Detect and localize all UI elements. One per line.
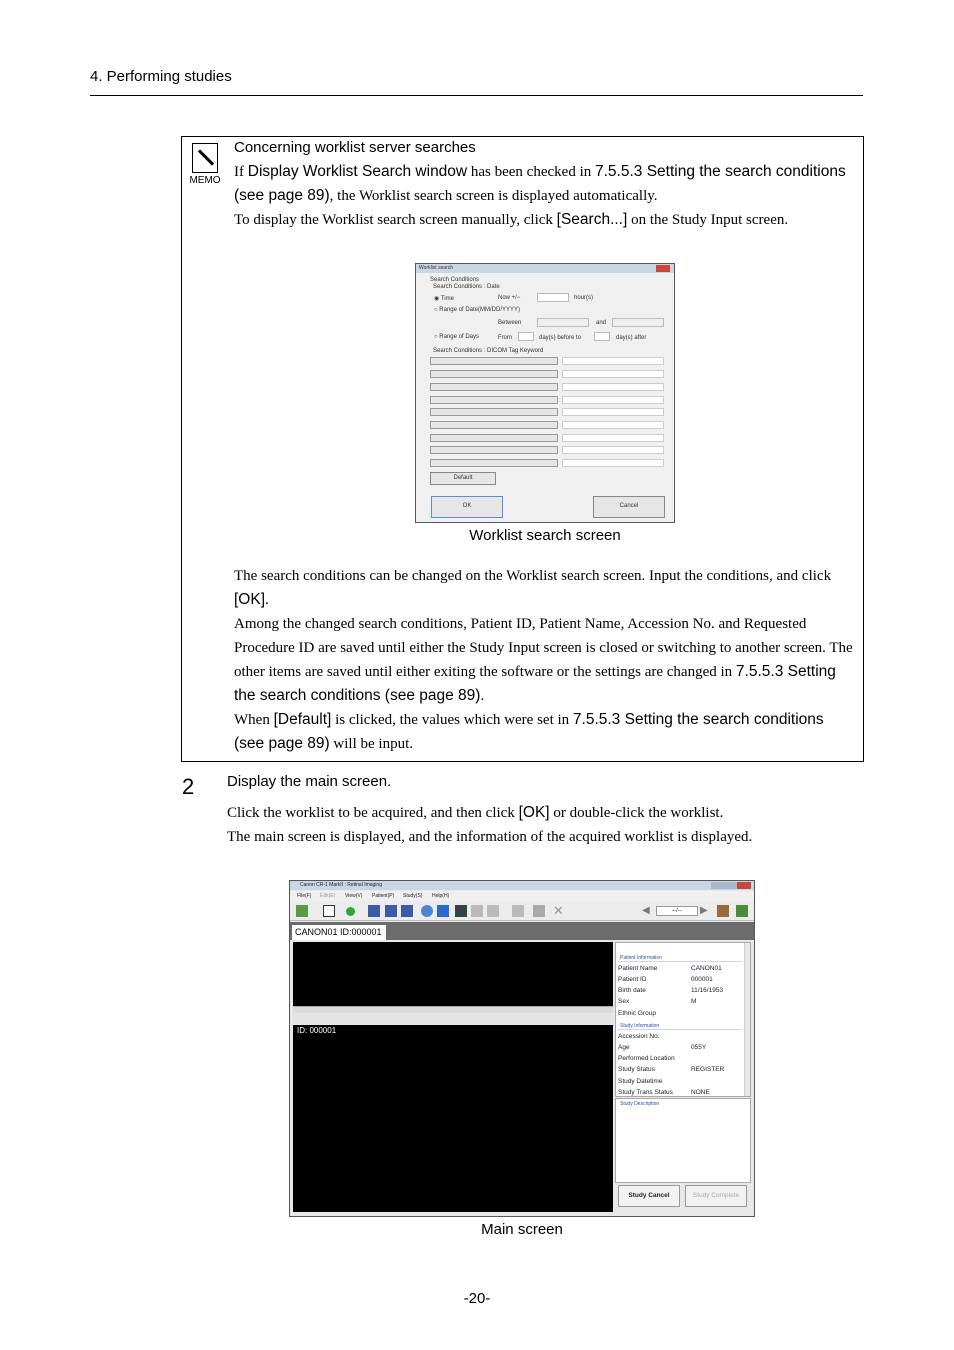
ok-button[interactable]: OK bbox=[431, 496, 503, 518]
search-icon[interactable] bbox=[421, 905, 433, 917]
worklist-icon[interactable] bbox=[437, 905, 449, 917]
horizontal-scrollbar[interactable] bbox=[293, 1006, 613, 1013]
print-icon[interactable] bbox=[512, 905, 524, 917]
export-icon[interactable] bbox=[533, 905, 545, 917]
menu-bar bbox=[290, 891, 754, 901]
study-description-heading: Study Description bbox=[620, 1101, 660, 1107]
tag-keyword-select[interactable] bbox=[430, 357, 558, 365]
menu-patient[interactable]: Patient(P) bbox=[372, 893, 395, 899]
tag-value-input[interactable] bbox=[562, 383, 664, 391]
memo-icon-label: MEMO bbox=[189, 175, 221, 186]
step-number: 2 bbox=[182, 774, 195, 799]
tag-keyword-select[interactable] bbox=[430, 459, 558, 467]
menu-edit[interactable]: Edit(E) bbox=[320, 893, 336, 899]
memo-icon bbox=[188, 143, 220, 187]
date-display: --/-- bbox=[656, 906, 698, 916]
tag-keyword-select[interactable] bbox=[430, 383, 558, 391]
toolbar bbox=[290, 901, 754, 921]
link-setting-search-conditions-3[interactable]: 7.5.5.3 Setting the search conditions (see page 89) bbox=[234, 711, 824, 752]
dialog-titlebar: Worklist search bbox=[416, 264, 674, 273]
default-button[interactable]: Default bbox=[430, 472, 496, 485]
step-title: Display the main screen. bbox=[227, 773, 392, 790]
page-number: -20- bbox=[463, 1290, 491, 1307]
tag-keyword-select[interactable] bbox=[430, 421, 558, 429]
memo-paragraph-1: If Display Worklist Search window has been checked in 7.5.5.3 Setting the search conditions (see page 89), the Worklist search screen is displayed automatically. To display the Worklist search screen manually, click [Search...] on the Study Input screen. bbox=[234, 163, 846, 228]
days-before-input[interactable] bbox=[518, 332, 534, 341]
tag-keyword-select[interactable] bbox=[430, 446, 558, 454]
study-complete-button[interactable]: Study Complete bbox=[685, 1185, 747, 1207]
tag-value-input[interactable] bbox=[562, 357, 664, 365]
main-titlebar: Canon CR-1 MarkII : Retinal Imaging bbox=[290, 881, 754, 890]
worklist-search-dialog: Worklist search Search Conditions Search Conditions : Date ◉ Time Now +/− hour(s) ○ Range of Date(MM/DD/YYYY) Between and ○ Range of Days From day(s) before to day(s) after Search Conditions : DICOM Tag Keyword Default OK Cancel bbox=[415, 263, 675, 523]
layout-1-icon[interactable] bbox=[368, 905, 380, 917]
worklist-caption: Worklist search screen bbox=[469, 527, 621, 544]
info-panel: Patient Information Patient Name CANON01 Patient ID 000001 Birth date 11/16/1953 Sex M Ethnic Group Study Information Accession No. Age 055Y Performed Location Study Status REGISTER Study Datetime Study Trans Status NONE bbox=[615, 942, 751, 1097]
compare-icon[interactable] bbox=[471, 905, 483, 917]
study-description-panel bbox=[615, 1098, 751, 1183]
tag-value-input[interactable] bbox=[562, 421, 664, 429]
tag-value-input[interactable] bbox=[562, 434, 664, 442]
radio-range-days[interactable]: ○ Range of Days bbox=[434, 334, 479, 340]
tag-value-input[interactable] bbox=[562, 370, 664, 378]
tab-patient[interactable]: CANON01 ID:000001 bbox=[292, 925, 386, 940]
link-setting-search-conditions-2[interactable]: 7.5.5.3 Setting the search conditions (see page 89) bbox=[234, 663, 836, 704]
tag-keyword-select[interactable] bbox=[430, 370, 558, 378]
tag-keyword-select[interactable] bbox=[430, 408, 558, 416]
date-from-picker[interactable] bbox=[537, 318, 589, 327]
image-id-label: ID: 000001 bbox=[297, 1026, 337, 1035]
menu-file[interactable]: File(F) bbox=[297, 893, 312, 899]
tag-value-input[interactable] bbox=[562, 446, 664, 454]
running-header: 4. Performing studies bbox=[90, 68, 232, 85]
next-arrow-icon[interactable]: ▶ bbox=[700, 905, 708, 916]
tag-keyword-select[interactable] bbox=[430, 396, 558, 404]
thumbnail-area[interactable] bbox=[293, 942, 613, 1006]
window-controls[interactable] bbox=[711, 882, 751, 889]
menu-study[interactable]: Study(S) bbox=[403, 893, 423, 899]
header-rule bbox=[90, 95, 863, 96]
hours-input[interactable] bbox=[537, 293, 569, 302]
tab-bar bbox=[290, 922, 754, 940]
image-view[interactable] bbox=[293, 1025, 613, 1212]
thumbnail-icon[interactable] bbox=[455, 905, 467, 917]
days-after-input[interactable] bbox=[594, 332, 610, 341]
prev-arrow-icon[interactable]: ◀ bbox=[642, 905, 650, 916]
main-screen bbox=[289, 880, 755, 1217]
patient-info-heading: Patient Information bbox=[620, 955, 662, 961]
link-setting-search-conditions[interactable]: 7.5.5.3 Setting the search conditions (see page 89) bbox=[234, 163, 846, 204]
layout-3-icon[interactable] bbox=[401, 905, 413, 917]
tag-value-input[interactable] bbox=[562, 459, 664, 467]
radio-range-date[interactable]: ○ Range of Date(MM/DD/YYYY) bbox=[434, 307, 520, 313]
color-icon[interactable] bbox=[323, 905, 335, 917]
vertical-scrollbar[interactable] bbox=[744, 943, 750, 1096]
exit-icon[interactable] bbox=[736, 905, 748, 917]
memo-title: Concerning worklist server searches bbox=[234, 139, 476, 156]
settings-icon[interactable] bbox=[717, 905, 729, 917]
tag-value-input[interactable] bbox=[562, 396, 664, 404]
date-to-picker[interactable] bbox=[612, 318, 664, 327]
radio-time[interactable]: ◉ Time bbox=[434, 296, 454, 302]
grid-icon[interactable] bbox=[487, 905, 499, 917]
main-screen-caption: Main screen bbox=[481, 1221, 563, 1238]
menu-view[interactable]: View(V) bbox=[345, 893, 363, 899]
memo-paragraph-2: The search conditions can be changed on the Worklist search screen. Input the conditions, and click [OK]. Among the changed search conditions, Patient ID, Patient Name, Accession No. and Requested Procedure ID are saved until either the Study Input screen is closed or switching to another screen. The other items are saved until either exiting the software or the settings are changed in 7.5.5.3 Setting the search conditions (see page 89). When [Default] is clicked, the values which were set in 7.5.5.3 Setting the search conditions (see page 89) will be input. bbox=[234, 568, 853, 752]
cancel-button[interactable]: Cancel bbox=[593, 496, 665, 518]
status-icon[interactable] bbox=[346, 907, 355, 916]
layout-2-icon[interactable] bbox=[385, 905, 397, 917]
tag-keyword-select[interactable] bbox=[430, 434, 558, 442]
menu-help[interactable]: Help(H) bbox=[432, 893, 450, 899]
step-body: Click the worklist to be acquired, and then click [OK] or double-click the worklist. The main screen is displayed, and the information of the acquired worklist is displayed. bbox=[227, 804, 753, 845]
close-icon[interactable] bbox=[656, 265, 670, 272]
new-patient-icon[interactable] bbox=[296, 905, 308, 917]
delete-icon[interactable]: ✕ bbox=[553, 903, 564, 918]
tag-value-input[interactable] bbox=[562, 408, 664, 416]
study-cancel-button[interactable]: Study Cancel bbox=[618, 1185, 680, 1207]
study-info-heading: Study Information bbox=[620, 1023, 660, 1029]
image-toolbar bbox=[293, 1014, 613, 1024]
